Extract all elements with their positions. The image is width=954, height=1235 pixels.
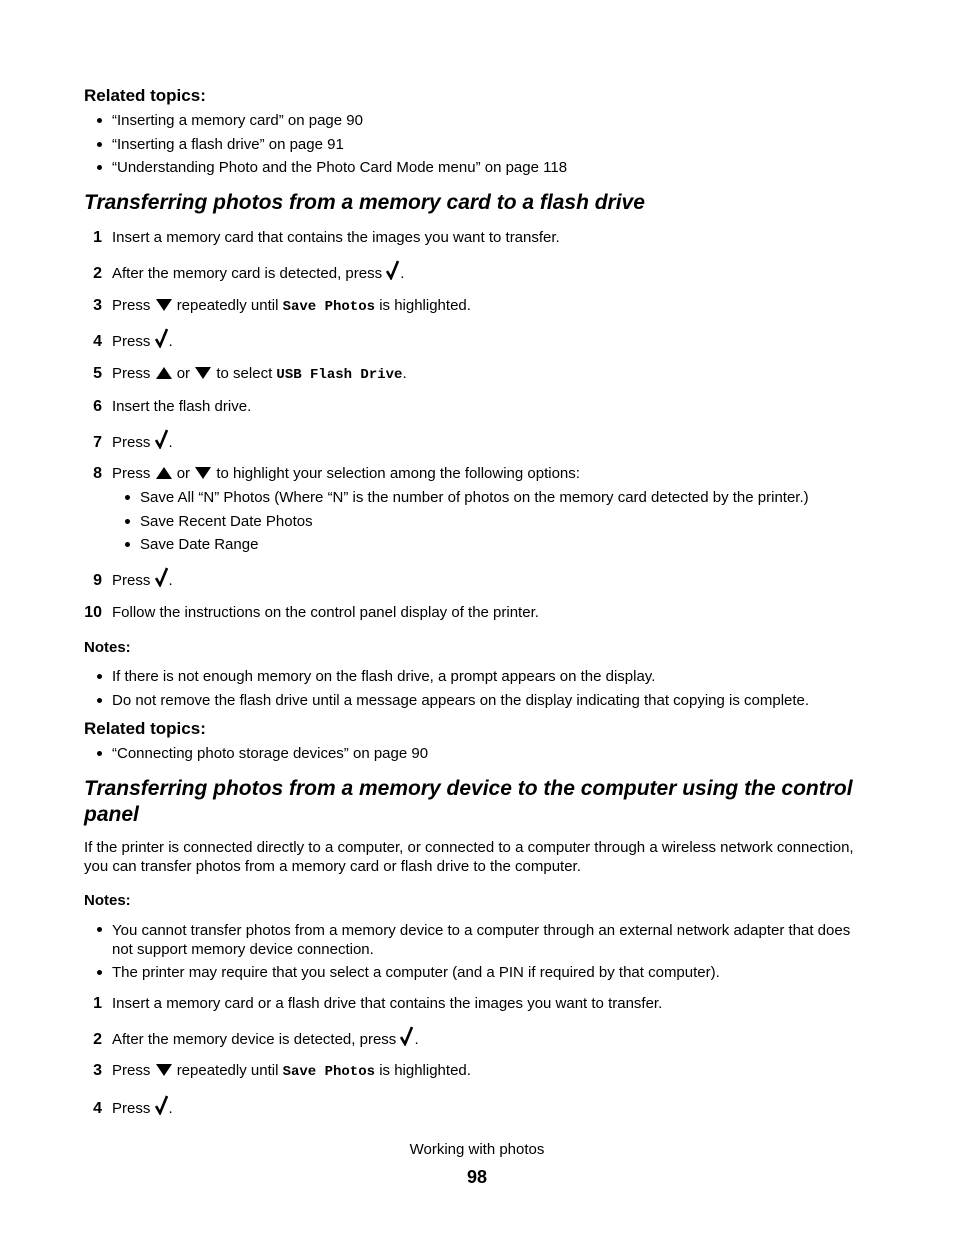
related-link[interactable]: “Inserting a flash drive” on page 91 — [112, 136, 344, 153]
step-number: 1 — [93, 229, 102, 246]
intro-paragraph: you can transfer photos from a memory card or flash drive to the computer. — [84, 858, 581, 875]
step-text — [112, 328, 173, 351]
step-number: 1 — [93, 995, 102, 1012]
note-item: You cannot transfer photos from a memory device to a computer through an external network adapter that does — [112, 922, 851, 939]
step-text-part: Press — [112, 572, 151, 589]
down-arrow-icon — [194, 366, 212, 380]
checkmark-icon — [155, 1095, 169, 1115]
step-text-part: repeatedly until — [176, 297, 279, 314]
step-number: 3 — [93, 1062, 102, 1079]
step-text-part: Press — [112, 297, 151, 314]
step-text — [112, 1095, 173, 1118]
step-text-part: After the memory device is detected, press — [112, 1031, 397, 1048]
bullet — [97, 165, 102, 170]
step-text-part: to select — [216, 365, 273, 382]
bullet — [97, 674, 102, 679]
step-text: Insert a memory card that contains the images you want to transfer. — [112, 229, 560, 246]
related-link[interactable]: “Connecting photo storage devices” on page 90 — [112, 745, 429, 762]
step-text-part: Press — [112, 333, 151, 350]
step-text — [112, 1026, 419, 1049]
section-title: Transferring photos from a memory device to the computer using the control — [84, 777, 853, 800]
bullet — [97, 927, 102, 932]
step-text-part: . — [402, 365, 407, 382]
step-number: 9 — [93, 572, 102, 589]
step-text — [112, 1062, 471, 1081]
step-text: Follow the instructions on the control panel display of the printer. — [112, 604, 539, 621]
step-text — [112, 365, 407, 384]
step-text-part: After the memory card is detected, press — [112, 265, 383, 282]
checkmark-icon — [386, 260, 400, 280]
step-text — [112, 465, 580, 483]
bullet — [125, 542, 130, 547]
step-number: 8 — [93, 465, 102, 482]
step-text-part: to highlight your selection among the following options: — [216, 465, 580, 482]
step-text — [112, 260, 404, 283]
step-number: 2 — [93, 265, 102, 282]
down-arrow-icon — [155, 1063, 173, 1077]
section-title: panel — [84, 803, 139, 826]
bullet — [97, 698, 102, 703]
step-text-part: Press — [112, 1100, 151, 1117]
step-text-part: or — [176, 365, 191, 382]
up-arrow-icon — [155, 466, 173, 480]
intro-paragraph: If the printer is connected directly to a computer, or connected to a computer through a wireless network connection, — [84, 839, 854, 856]
menu-option-code: USB Flash Drive — [276, 367, 403, 383]
step-number: 7 — [93, 434, 102, 451]
step-text — [112, 567, 173, 590]
related-topics-heading: Related topics: — [84, 86, 206, 105]
related-link[interactable]: “Inserting a memory card” on page 90 — [112, 112, 363, 129]
option-item: Save All “N” Photos (Where “N” is the number of photos on the memory card detected by the printer.) — [140, 489, 809, 506]
page-number: 98 — [466, 1167, 488, 1187]
down-arrow-icon — [155, 298, 173, 312]
step-number: 6 — [93, 398, 102, 415]
footer-section-name: Working with photos — [409, 1141, 545, 1158]
related-link[interactable]: “Understanding Photo and the Photo Card Mode menu” on page 118 — [112, 159, 568, 176]
step-text-part: is highlighted. — [379, 1062, 471, 1079]
step-number: 10 — [84, 604, 102, 621]
step-number: 2 — [93, 1031, 102, 1048]
step-text — [112, 429, 173, 452]
option-item: Save Date Range — [140, 536, 259, 553]
related-topics-heading: Related topics: — [84, 719, 206, 738]
step-text: Insert a memory card or a flash drive that contains the images you want to transfer. — [112, 995, 663, 1012]
note-item: The printer may require that you select a computer (and a PIN if required by that computer). — [112, 964, 720, 981]
step-text-part: . — [168, 572, 173, 589]
checkmark-icon — [155, 429, 169, 449]
step-number: 4 — [93, 333, 102, 350]
note-item: If there is not enough memory on the flash drive, a prompt appears on the display. — [112, 668, 656, 685]
step-text-part: Press — [112, 1062, 151, 1079]
step-text-part: Press — [112, 365, 151, 382]
note-item: Do not remove the flash drive until a message appears on the display indicating that copying is complete. — [112, 692, 810, 709]
checkmark-icon — [400, 1026, 414, 1046]
step-text — [112, 297, 471, 316]
step-text-part: is highlighted. — [379, 297, 471, 314]
bullet — [125, 495, 130, 500]
bullet — [125, 519, 130, 524]
step-text-part: . — [168, 434, 173, 451]
menu-option-code: Save Photos — [282, 299, 376, 315]
step-text-part: . — [168, 1100, 173, 1117]
up-arrow-icon — [155, 366, 173, 380]
checkmark-icon — [155, 567, 169, 587]
checkmark-icon — [155, 328, 169, 348]
step-text-part: Press — [112, 465, 151, 482]
notes-heading: Notes: — [84, 892, 131, 909]
note-item: not support memory device connection. — [112, 941, 374, 958]
bullet — [97, 118, 102, 123]
step-text-part: . — [400, 265, 405, 282]
bullet — [97, 751, 102, 756]
section-title: Transferring photos from a memory card to a flash drive — [84, 191, 645, 214]
step-number: 5 — [93, 365, 102, 382]
menu-option-code: Save Photos — [282, 1064, 376, 1080]
step-text-part: Press — [112, 434, 151, 451]
option-item: Save Recent Date Photos — [140, 513, 313, 530]
step-text: Insert the flash drive. — [112, 398, 252, 415]
bullet — [97, 142, 102, 147]
step-text-part: . — [414, 1031, 419, 1048]
bullet — [97, 970, 102, 975]
notes-heading: Notes: — [84, 639, 131, 656]
step-text-part: . — [168, 333, 173, 350]
step-number: 3 — [93, 297, 102, 314]
step-text-part: or — [176, 465, 191, 482]
down-arrow-icon — [194, 466, 212, 480]
step-number: 4 — [93, 1100, 102, 1117]
step-text-part: repeatedly until — [176, 1062, 279, 1079]
